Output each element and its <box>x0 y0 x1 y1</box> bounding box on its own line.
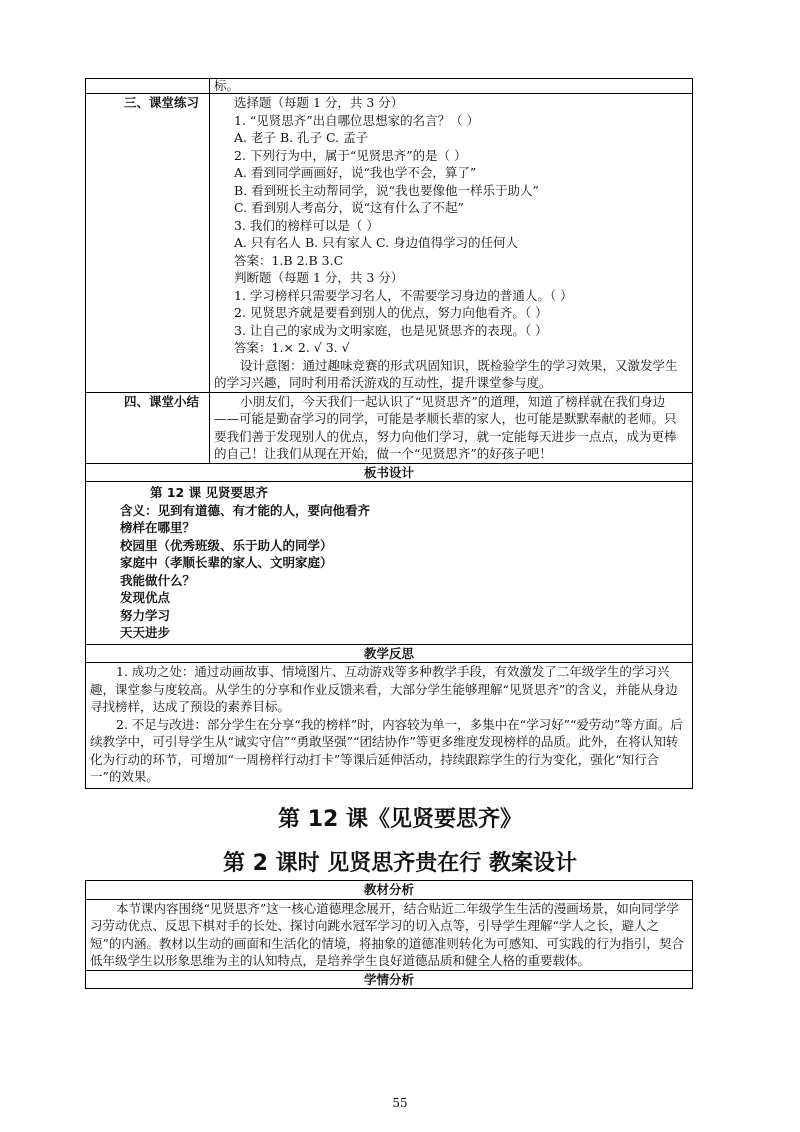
practice-line: B. 看到班长主动帮同学，说“我也要像他一样乐于助人” <box>234 182 539 198</box>
board-line: 天天进步 <box>120 625 171 640</box>
student-analysis-header: 学情分析 <box>86 970 693 989</box>
summary-label: 四、课堂小结 <box>86 392 210 463</box>
practice-line: 1. 学习榜样只需要学习名人，不需要学习身边的普通人。（ ） <box>234 287 573 303</box>
board-line: 含义：见到有道德、有才能的人，要向他看齐 <box>120 502 371 518</box>
practice-line: 3. 让自己的家成为文明家庭，也是见贤思齐的表现。（ ） <box>234 322 548 338</box>
practice-line: 1. “见贤思齐”出自哪位思想家的名言？（ ） <box>234 112 480 128</box>
board-design-header: 板书设计 <box>86 463 693 482</box>
material-analysis-header: 教材分析 <box>86 881 693 900</box>
practice-line: A. 只有名人 B. 只有家人 C. 身边值得学习的任何人 <box>234 235 519 250</box>
board-line: 发现优点 <box>120 590 171 605</box>
practice-line: A. 看到同学画画好，说“我也学不会，算了” <box>234 165 477 180</box>
board-line: 努力学习 <box>120 607 171 623</box>
lesson-plan-table-bottom <box>85 880 693 989</box>
board-line: 校园里（优秀班级、乐于助人的同学） <box>120 537 333 553</box>
board-line: 我能做什么？ <box>120 572 196 588</box>
board-line: 家庭中（孝顺长辈的家人、文明家庭） <box>120 555 333 570</box>
board-line: 榜样在哪里？ <box>120 520 196 535</box>
design-intent: 设计意图：通过趣味竞赛的形式巩固知识，既检验学生的学习效果，又激发学生的学习兴趣，同时利用希沃游戏的互动性，提升课堂参与度。 <box>214 357 678 390</box>
practice-line: C. 看到别人考高分，说“这有什么了不起” <box>234 200 464 215</box>
board-title: 第 12 课 见贤要思齐 <box>150 485 268 500</box>
lesson-subtitle: 第 2 课时 见贤思齐贵在行 教案设计 <box>223 851 577 876</box>
material-analysis-text: 本节课内容围绕“见贤思齐”这一核心道德理念展开，结合贴近二年级学生生活的漫画场景，如向同学学习劳动优点、反思下棋对手的长处、探讨向跳水冠军学习的切入点等，引导学生理解“学人之长，避人之短”的内涵。教材以生动的画面和生活化的情境，将抽象的道德准则转化为可感知、可实践的行为指引，契合低年级学生以形象思维为主的认知特点，是培养学生良好道德品质和健全人格的重要载体。 <box>90 900 684 968</box>
practice-line: 判断题（每题 1 分，共 3 分） <box>234 270 404 285</box>
summary-cell <box>210 392 693 463</box>
reflection-header: 教学反思 <box>86 644 693 663</box>
page-number: 55 <box>392 1096 408 1110</box>
practice-line: A. 老子 B. 孔子 C. 孟子 <box>234 130 369 145</box>
material-analysis-cell <box>86 899 693 970</box>
reflection-success: 1. 成功之处：通过动画故事、情境图片、互动游戏等多种教学手段，有效激发了二年级学生的学习兴趣，课堂参与度较高。从学生的分享和作业反馈来看，大部分学生能够理解“见贤思齐”的含义，并能从身边寻找榜样，达成了预设的素养目标。 <box>90 664 678 714</box>
board-design-content <box>86 482 693 645</box>
practice-line: 选择题（每题 1 分，共 3 分） <box>234 95 404 110</box>
practice-content <box>210 94 693 393</box>
practice-line: 2. 见贤思齐就是要看到别人的优点，努力向他看齐。（ ） <box>234 305 548 320</box>
summary-text: 小朋友们，今天我们一起认识了“见贤思齐”的道理，知道了榜样就在我们身边——可能是勤奋学习的同学，可能是孝顺长辈的家人，也可能是默默奉献的老师。只要我们善于发现别人的优点，努力向他们学习，就一定能每天进步一点点，成为更棒的自己！让我们从现在开始，做一个“见贤思齐”的好孩子吧！ <box>214 393 677 461</box>
lesson-plan-table-top <box>85 78 693 789</box>
practice-label: 三、课堂练习 <box>86 94 210 393</box>
lesson-title: 第 12 课《见贤要思齐》 <box>278 807 522 832</box>
practice-line: 3. 我们的榜样可以是（ ） <box>234 217 379 233</box>
reflection-content <box>86 663 693 789</box>
practice-line: 2. 下列行为中，属于“见贤思齐”的是（ ） <box>234 147 467 163</box>
practice-line: 答案：1.B 2.B 3.C <box>234 252 344 268</box>
practice-line: 答案：1.× 2. √ 3. √ <box>234 340 350 355</box>
reflection-improve: 2. 不足与改进：部分学生在分享“我的榜样”时，内容较为单一，多集中在“学习好”“爱劳动”等方面。后续教学中，可引导学生从“诚实守信”“勇敢坚强”“团结协作”等更多维度发现榜样的品质。此外，在将认知转化为行动的环节，可增加“一周榜样行动打卡”等课后延伸活动，持续跟踪学生的行为变化，强化“知行合一”的效果。 <box>90 716 683 784</box>
blank-label-cell <box>86 79 210 94</box>
continued-text: 标。 <box>210 79 693 94</box>
